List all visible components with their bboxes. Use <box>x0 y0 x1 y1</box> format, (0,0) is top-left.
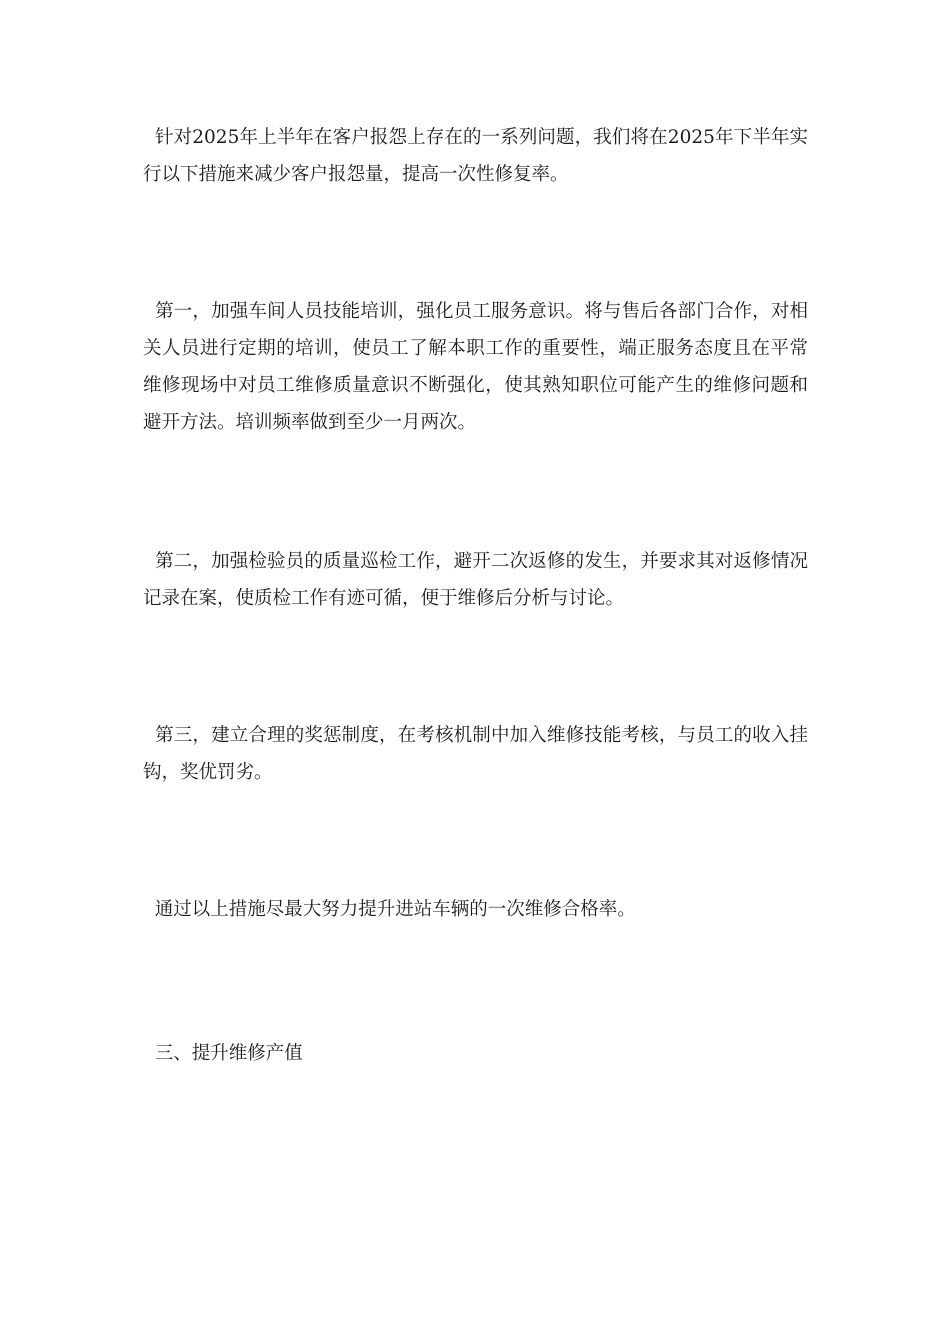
paragraph-first-measure: 第一，加强车间人员技能培训，强化员工服务意识。将与售后各部门合作，对相关人员进行定期的培训，使员工了解本职工作的重要性，端正服务态度且在平常维修现场中对员工维修质量意识不断强化，使其熟知职位可能产生的维修问题和避开方法。培训频率做到至少一月两次。 <box>143 301 808 433</box>
paragraph-third-measure: 第三，建立合理的奖惩制度，在考核机制中加入维修技能考核，与员工的收入挂钩，奖优罚劣。 <box>143 725 808 783</box>
section-heading: 三、提升维修产值 <box>143 1043 303 1064</box>
paragraph-intro: 针对2025年上半年在客户报怨上存在的一系列问题，我们将在2025年下半年实行以下措施来减少客户报怨量，提高一次性修复率。 <box>143 127 808 185</box>
paragraph-summary: 通过以上措施尽最大努力提升进站车辆的一次维修合格率。 <box>143 899 636 920</box>
paragraph-second-measure: 第二，加强检验员的质量巡检工作，避开二次返修的发生，并要求其对返修情况记录在案，使质检工作有迹可循，便于维修后分析与讨论。 <box>143 551 808 609</box>
